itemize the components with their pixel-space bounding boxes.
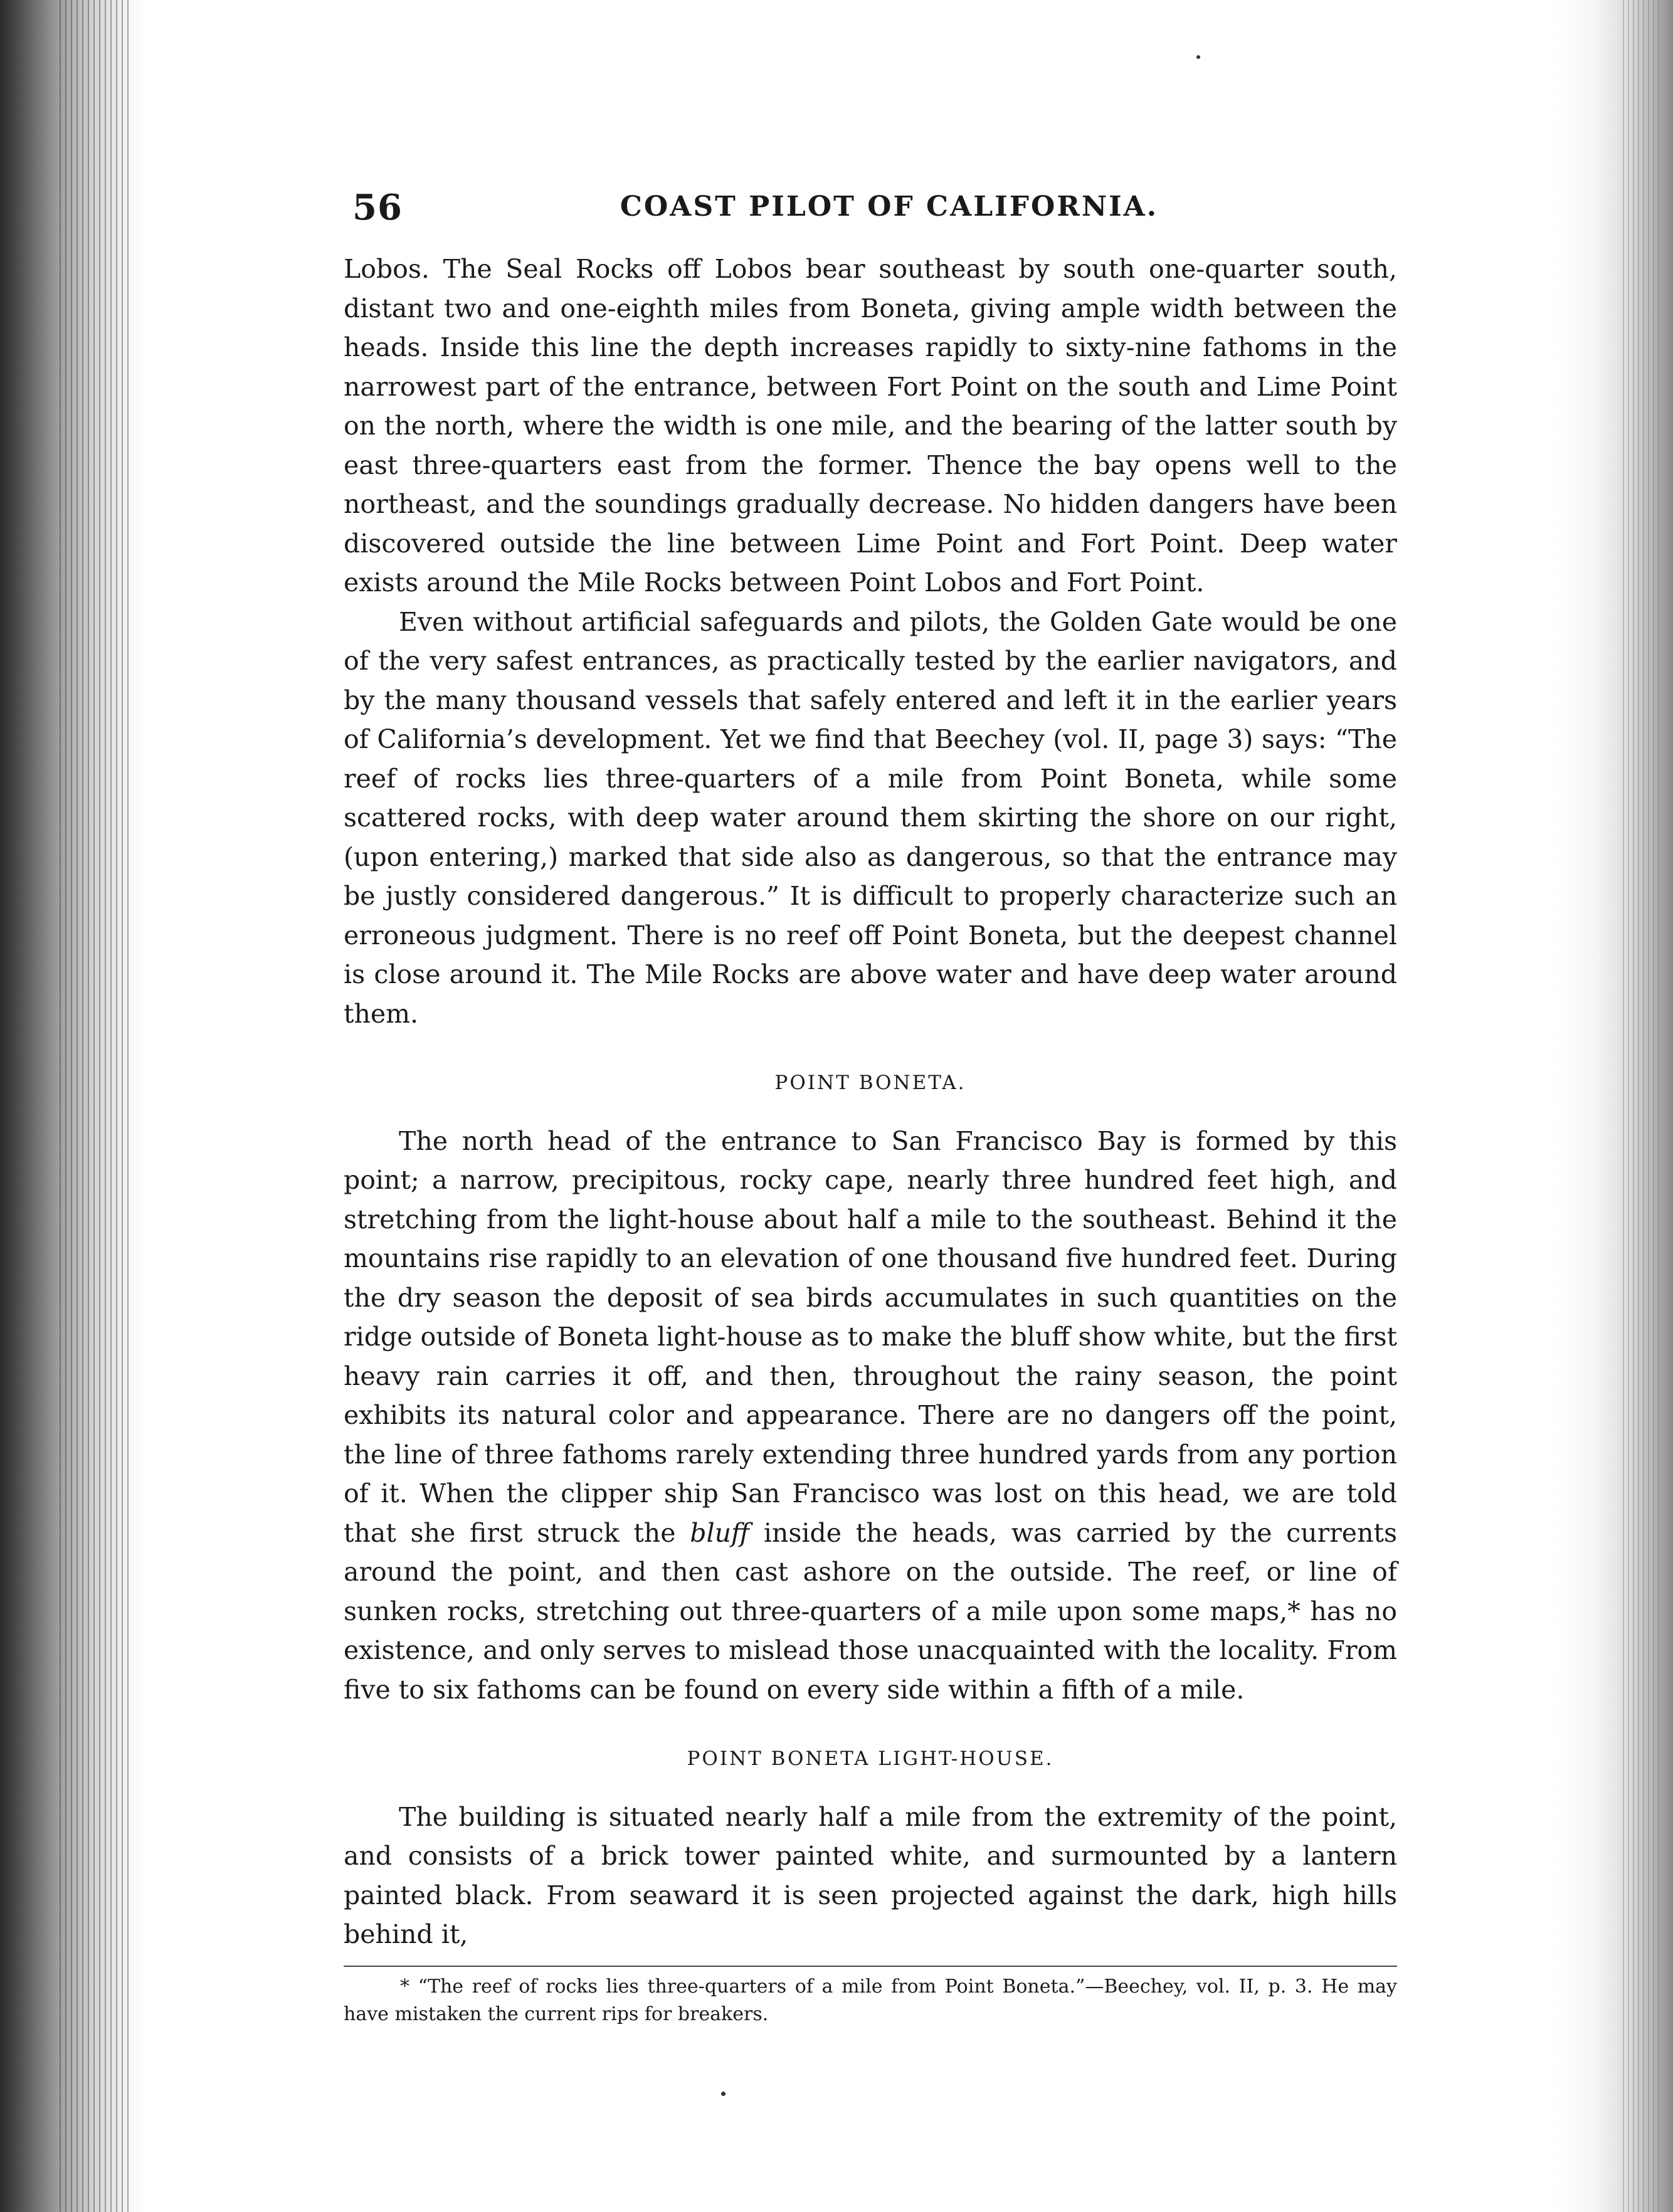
- paragraph-golden-gate: Even without artificial safeguards and pilots, the Golden Gate would be one of the very safest entrances, as practically tested by the earlier navigators, and by the many thousand vessels that safely entered and left it in the earlier years of California’s development. Yet we find that Beechey (vol. II, page 3) says: “The reef of rocks lies three-quarters of a mile from Point Boneta, while some scattered rocks, with deep water around them skirting the shore on our right, (upon entering,) marked that side also as dangerous, so that the entrance may be justly considered dangerous.” It is difficult to properly characterize such an erroneous judgment. There is no reef off Point Boneta, but the deepest channel is close around it. The Mile Rocks are above water and have deep water around them.: [344, 606, 1397, 1029]
- paragraph-point-boneta-part-1: The north head of the entrance to San Francisco Bay is formed by this point; a narrow, precipitous, rocky cape, nearly three hundred feet high, and stretching from the light-house about half a mile to the southeast. Behind it the mountains rise rapidly to an elevation of one thousand five hundred feet. During the dry season the deposit of sea birds accumulates in such quantities on the ridge outside of Boneta light-house as to make the bluff show white, but the first heavy rain carries it off, and then, throughout the rainy season, the point exhibits its natural color and appearance. There are no dangers off the point, the line of three fathoms rarely extending three hundred yards from any portion of it. When the clipper ship San Francisco was lost on this head, we are told that she first struck the: [344, 1125, 1397, 1548]
- paragraph-point-boneta: [344, 1122, 1397, 1710]
- book-page: [344, 182, 1397, 2028]
- running-title: COAST PILOT OF CALIFORNIA.: [620, 191, 1159, 223]
- page-number: 56: [352, 187, 403, 228]
- paragraph-lobos-continued: Lobos. The Seal Rocks off Lobos bear southeast by south one-quarter south, distant two and one-eighth miles from Boneta, giving ample width between the heads. Inside this line the depth increases rapidly to sixty-nine fathoms in the narrowest part of the entrance, between Fort Point on the south and Lime Point on the north, where the width is one mile, and the bearing of the latter south by east three-quarters east from the former. Thence the bay opens well to the northeast, and the soundings gradually decrease. No hidden dangers have been discovered outside the line between Lime Point and Fort Point. Deep water exists around the Mile Rocks between Point Lobos and Fort Point.: [344, 254, 1397, 598]
- section-heading-point-boneta: POINT BONETA.: [774, 1072, 966, 1094]
- paragraph-point-boneta-part-2: inside the heads, was carried by the currents around the point, and then cast ashore on the outside. The reef, or line of sunken rocks, stretching out three-quarters of a mile upon some maps,* has no existence, and only serves to mislead those unacquainted with the locality. From five to six fathoms can be found on every side within a fifth of a mile.: [344, 1517, 1397, 1705]
- page-stack-edges-right: [1623, 0, 1660, 2212]
- page-stack-edges-left: [60, 0, 129, 2212]
- running-head: [344, 182, 1397, 238]
- body-text: [344, 250, 1397, 1954]
- scan-speck: [721, 2092, 726, 2096]
- paragraph-lighthouse: The building is situated nearly half a mile from the extremity of the point, and consists of a brick tower painted white, and surmounted by a lantern painted black. From seaward it is seen projected against the dark, high hills behind it,: [344, 1801, 1397, 1949]
- scan-speck: [1196, 55, 1200, 59]
- section-heading-lighthouse: POINT BONETA LIGHT-HOUSE.: [687, 1747, 1054, 1770]
- footnote: * “The reef of rocks lies three-quarters of a mile from Point Boneta.”—Beechey, vol. II, p. 3. He may have mistaken the current rips for breakers.: [344, 1975, 1397, 2025]
- footnote-divider: [344, 1966, 1397, 1967]
- italic-word-bluff: bluff: [690, 1517, 750, 1548]
